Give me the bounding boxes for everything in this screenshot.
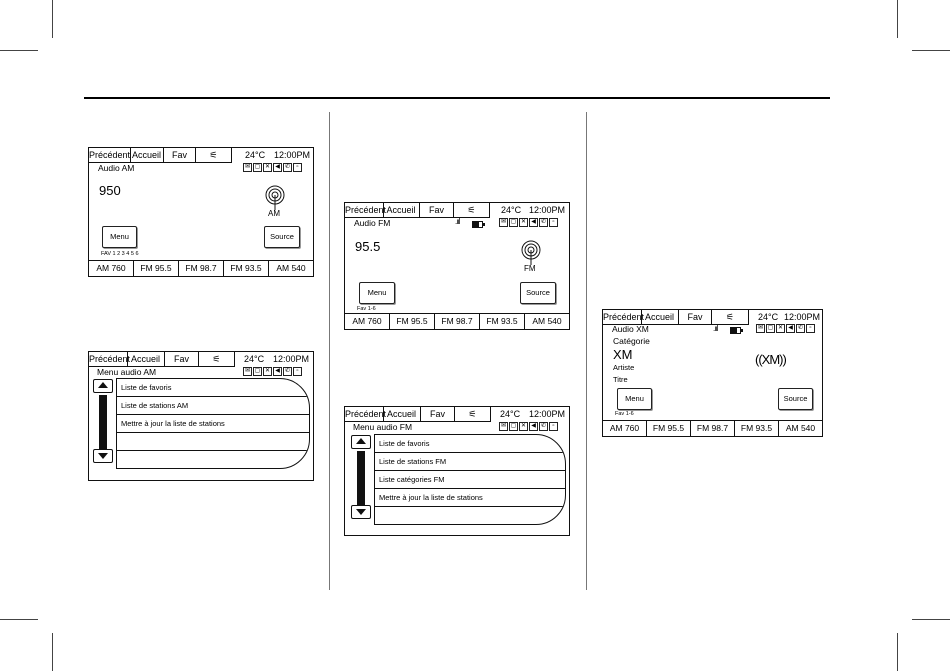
antenna-icon xyxy=(263,185,287,211)
device-icon: ▫ xyxy=(293,163,302,172)
fav-button[interactable]: Fav xyxy=(679,310,712,325)
scroll-down-button[interactable] xyxy=(93,449,113,463)
list-item[interactable]: Liste catégories FM xyxy=(375,471,565,489)
column-divider xyxy=(586,112,587,590)
home-button[interactable]: Accueil xyxy=(127,352,165,367)
preset-bar xyxy=(603,420,822,436)
clock: 12:00PM xyxy=(274,150,311,160)
temperature: 24°C xyxy=(500,409,521,419)
bluetooth-icon: ✕ xyxy=(520,219,527,225)
preset-button[interactable]: FM 98.7 xyxy=(435,314,480,329)
home-button[interactable]: Accueil xyxy=(130,148,164,163)
preset-button[interactable]: FM 93.5 xyxy=(224,261,269,276)
preset-button[interactable]: AM 760 xyxy=(603,421,647,436)
crop-mark xyxy=(0,50,38,51)
fav-button[interactable]: Fav xyxy=(165,352,199,367)
xm-audio-screen xyxy=(602,309,823,437)
top-bar xyxy=(603,310,822,325)
fav-page-label: FAV 1 2 3 4 5 6 xyxy=(101,251,139,257)
phone-icon: ✆ xyxy=(284,164,291,170)
list-item[interactable]: Liste de favoris xyxy=(117,379,309,397)
preset-button[interactable]: FM 98.7 xyxy=(179,261,224,276)
screen-title: Audio FM xyxy=(354,218,391,228)
headphones-icon: ▢ xyxy=(510,219,517,225)
screen-title: Audio XM xyxy=(612,324,649,334)
phone-icon: ✆ xyxy=(797,325,804,331)
list-item[interactable]: Mettre à jour la liste de stations xyxy=(117,415,309,433)
bluetooth-icon: ✕ xyxy=(777,325,784,331)
mail-icon: ✉ xyxy=(244,368,251,374)
preset-button[interactable]: AM 540 xyxy=(785,423,816,433)
list-item[interactable]: Liste de stations FM xyxy=(375,453,565,471)
category-label: Catégorie xyxy=(613,336,650,346)
bluetooth-icon: ✕ xyxy=(264,368,271,374)
preset-button[interactable]: FM 95.5 xyxy=(134,261,179,276)
device-icon: ▫ xyxy=(806,324,815,333)
speaker-icon: ◀ xyxy=(273,163,282,172)
battery-icon xyxy=(472,221,483,228)
antenna-icon xyxy=(519,240,543,266)
list-item[interactable] xyxy=(117,451,309,468)
screen-title: Menu audio FM xyxy=(353,422,413,432)
mail-icon: ✉ xyxy=(244,164,251,170)
list-item[interactable] xyxy=(375,507,565,524)
frequency: 95.5 xyxy=(355,239,381,254)
back-button[interactable]: Précédent xyxy=(89,148,131,163)
screen-title: Menu audio AM xyxy=(97,367,157,377)
top-bar xyxy=(345,407,569,422)
band-label: FM xyxy=(524,264,536,273)
fm-audio-screen xyxy=(344,202,570,330)
preset-button[interactable]: AM 760 xyxy=(345,314,390,329)
clock: 12:00PM xyxy=(784,312,821,322)
crop-mark xyxy=(52,0,53,38)
status-icons xyxy=(243,367,302,376)
temperature: 24°C xyxy=(758,312,779,322)
phone-mute-icon[interactable]: ⚟ xyxy=(712,310,749,325)
preset-button[interactable]: AM 540 xyxy=(276,263,306,273)
top-bar xyxy=(345,203,569,218)
home-button[interactable]: Accueil xyxy=(641,310,679,325)
scroll-up-button[interactable] xyxy=(351,435,371,449)
battery-icon xyxy=(730,327,741,334)
crop-mark xyxy=(897,0,898,38)
scroll-up-button[interactable] xyxy=(93,379,113,393)
list-item[interactable] xyxy=(117,433,309,451)
headphones-icon: ▢ xyxy=(510,423,517,429)
top-bar xyxy=(89,148,313,163)
phone-mute-icon[interactable]: ⚟ xyxy=(455,407,491,422)
xm-logo-icon: ((XM)) xyxy=(755,352,786,367)
crop-mark xyxy=(52,633,53,671)
list-item[interactable]: Liste de favoris xyxy=(375,435,565,453)
list-item[interactable]: Mettre à jour la liste de stations xyxy=(375,489,565,507)
signal-strength-icon: .ııl xyxy=(713,324,718,333)
am-menu-screen xyxy=(88,351,314,481)
preset-button[interactable]: FM 95.5 xyxy=(647,421,691,436)
source-button[interactable]: Source xyxy=(520,282,556,304)
home-button[interactable]: Accueil xyxy=(383,407,421,422)
scroll-down-button[interactable] xyxy=(351,505,371,519)
headphones-icon: ▢ xyxy=(254,164,261,170)
preset-button[interactable]: FM 93.5 xyxy=(480,314,525,329)
preset-button[interactable]: FM 98.7 xyxy=(691,421,735,436)
artist-label: Artiste xyxy=(613,363,635,372)
list-item[interactable]: Liste de stations AM xyxy=(117,397,309,415)
temperature: 24°C xyxy=(244,354,265,364)
scroll-thumb[interactable] xyxy=(357,451,365,505)
band-label: AM xyxy=(268,209,280,218)
preset-button[interactable]: AM 540 xyxy=(532,316,562,326)
bluetooth-icon: ✕ xyxy=(520,423,527,429)
back-button[interactable]: Précédent xyxy=(89,352,128,367)
status-icons xyxy=(499,218,558,227)
device-icon: ▫ xyxy=(293,367,302,376)
scroll-thumb[interactable] xyxy=(99,395,107,449)
crop-mark xyxy=(897,633,898,671)
channel-name: XM xyxy=(613,347,633,362)
phone-icon: ✆ xyxy=(540,219,547,225)
fav-page-label: Fav 1-6 xyxy=(615,411,634,417)
header-rule xyxy=(84,97,830,99)
temperature: 24°C xyxy=(501,205,522,215)
screen-title: Audio AM xyxy=(98,163,135,173)
scrollbar[interactable] xyxy=(93,379,113,463)
preset-bar xyxy=(89,260,313,276)
mail-icon: ✉ xyxy=(500,423,507,429)
headphones-icon: ▢ xyxy=(254,368,261,374)
menu-button[interactable]: Menu xyxy=(102,226,137,248)
status-icons xyxy=(243,163,302,172)
top-bar xyxy=(89,352,313,367)
source-button[interactable]: Source xyxy=(778,388,813,410)
menu-button[interactable]: Menu xyxy=(617,388,652,410)
source-button[interactable]: Source xyxy=(264,226,300,248)
column-divider xyxy=(329,112,330,590)
back-button[interactable]: Précédent xyxy=(603,310,642,325)
speaker-icon: ◀ xyxy=(529,422,538,431)
signal-strength-icon: .ııl xyxy=(455,217,460,226)
crop-mark xyxy=(0,619,38,620)
preset-button[interactable]: FM 95.5 xyxy=(390,314,435,329)
back-button[interactable]: Précédent xyxy=(345,407,384,422)
home-button[interactable]: Accueil xyxy=(383,203,420,218)
speaker-icon: ◀ xyxy=(529,218,538,227)
device-icon: ▫ xyxy=(549,422,558,431)
device-icon: ▫ xyxy=(549,218,558,227)
back-button[interactable]: Précédent xyxy=(345,203,384,218)
clock: 12:00PM xyxy=(273,354,310,364)
phone-icon: ✆ xyxy=(540,423,547,429)
phone-icon: ✆ xyxy=(284,368,291,374)
preset-button[interactable]: AM 760 xyxy=(89,261,134,276)
fav-button[interactable]: Fav xyxy=(164,148,196,163)
phone-mute-icon[interactable]: ⚟ xyxy=(199,352,235,367)
status-icons xyxy=(499,422,558,431)
am-audio-screen xyxy=(88,147,314,277)
menu-list xyxy=(116,378,310,469)
preset-button[interactable]: FM 93.5 xyxy=(735,421,779,436)
bluetooth-icon: ✕ xyxy=(264,164,271,170)
menu-button[interactable]: Menu xyxy=(359,282,395,304)
speaker-icon: ◀ xyxy=(273,367,282,376)
status-icons xyxy=(756,324,815,333)
fav-button[interactable]: Fav xyxy=(420,203,454,218)
fav-button[interactable]: Fav xyxy=(421,407,455,422)
fav-page-label: Fav 1-6 xyxy=(357,306,376,312)
temperature: 24°C xyxy=(245,150,266,160)
mail-icon: ✉ xyxy=(757,325,764,331)
fm-menu-screen xyxy=(344,406,570,536)
frequency: 950 xyxy=(99,183,121,198)
crop-mark xyxy=(912,50,950,51)
speaker-icon: ◀ xyxy=(786,324,795,333)
clock: 12:00PM xyxy=(529,205,566,215)
scrollbar[interactable] xyxy=(351,435,371,519)
preset-bar xyxy=(345,313,569,329)
mail-icon: ✉ xyxy=(500,219,507,225)
phone-mute-icon[interactable]: ⚟ xyxy=(196,148,232,163)
title-label: Titre xyxy=(613,375,628,384)
headphones-icon: ▢ xyxy=(767,325,774,331)
phone-mute-icon[interactable]: ⚟ xyxy=(454,203,490,218)
clock: 12:00PM xyxy=(529,409,566,419)
menu-list xyxy=(374,434,566,525)
crop-mark xyxy=(912,619,950,620)
